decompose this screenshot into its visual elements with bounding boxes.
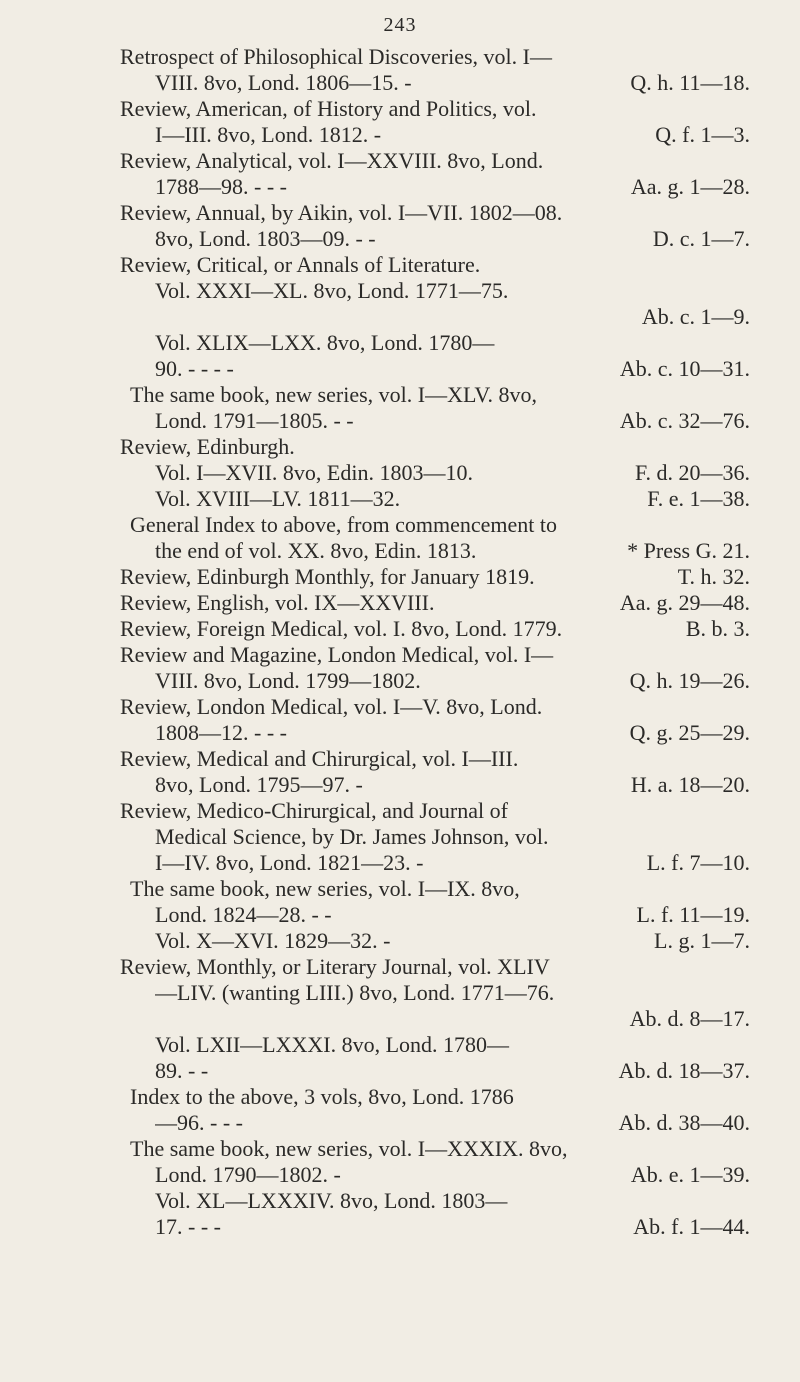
- catalogue-line: [120, 174, 750, 200]
- catalogue-line: [120, 70, 750, 96]
- catalogue-line: [120, 486, 750, 512]
- shelf-mark: H. a. 18—20.: [630, 772, 750, 797]
- catalogue-line: [120, 746, 750, 772]
- shelf-mark: L. f. 11—19.: [636, 902, 750, 927]
- catalogue-line: [120, 954, 750, 980]
- entry-text: Review, Edinburgh.: [120, 434, 295, 459]
- entry-text: Lond. 1791—1805. - -: [155, 408, 354, 433]
- catalogue-line: [120, 330, 750, 356]
- page-number: 243: [383, 14, 417, 36]
- shelf-mark: Ab. d. 8—17.: [629, 1006, 750, 1031]
- shelf-mark: L. g. 1—7.: [654, 928, 750, 953]
- catalogue-line: [120, 434, 750, 460]
- entry-text: The same book, new series, vol. I—XLV. 8vo,: [130, 382, 537, 407]
- catalogue-entries: [120, 44, 750, 1240]
- entry-text: 8vo, Lond. 1803—09. - -: [155, 226, 376, 251]
- catalogue-line: [120, 1136, 750, 1162]
- entry-text: 89. - -: [155, 1058, 209, 1083]
- entry-text: 1808—12. - - -: [155, 720, 287, 745]
- shelf-mark: Ab. e. 1—39.: [630, 1162, 750, 1187]
- entry-text: Vol. I—XVII. 8vo, Edin. 1803—10.: [155, 460, 473, 485]
- entry-text: General Index to above, from commencement to: [130, 512, 558, 537]
- entry-text: The same book, new series, vol. I—XXXIX. 8vo,: [130, 1136, 568, 1161]
- entry-text: Review, Medical and Chirurgical, vol. I—III.: [120, 746, 519, 771]
- shelf-mark: F. d. 20—36.: [635, 460, 750, 485]
- shelf-mark: Q. g. 25—29.: [629, 720, 750, 745]
- shelf-mark: Ab. f. 1—44.: [633, 1214, 750, 1239]
- catalogue-line: [120, 850, 750, 876]
- catalogue-line: [120, 252, 750, 278]
- entry-text: 1788—98. - - -: [155, 174, 287, 199]
- shelf-mark: L. f. 7—10.: [646, 850, 750, 875]
- entry-text: Vol. X—XVI. 1829—32. -: [155, 928, 391, 953]
- entry-text: Review, Foreign Medical, vol. I. 8vo, Lond. 1779.: [120, 616, 563, 641]
- entry-text: the end of vol. XX. 8vo, Edin. 1813.: [155, 538, 477, 563]
- catalogue-line: [120, 460, 750, 486]
- catalogue-line: [120, 200, 750, 226]
- catalogue-line: [120, 980, 750, 1006]
- catalogue-line: [120, 512, 750, 538]
- shelf-mark: Aa. g. 29—48.: [619, 590, 750, 615]
- shelf-mark: T. h. 32.: [677, 564, 750, 589]
- catalogue-line: [120, 694, 750, 720]
- catalogue-line: [120, 304, 750, 330]
- entry-text: Vol. XVIII—LV. 1811—32.: [155, 486, 401, 511]
- catalogue-line: [120, 148, 750, 174]
- entry-text: Review, Analytical, vol. I—XXVIII. 8vo, Lond.: [120, 148, 544, 173]
- entry-text: Retrospect of Philosophical Discoveries, vol. I—: [120, 44, 552, 69]
- catalogue-line: [120, 824, 750, 850]
- shelf-mark: * Press G. 21.: [627, 538, 750, 563]
- catalogue-line: [120, 1188, 750, 1214]
- catalogue-line: [120, 1032, 750, 1058]
- shelf-mark: Q. h. 11—18.: [630, 70, 750, 95]
- catalogue-line: [120, 668, 750, 694]
- catalogue-line: [120, 44, 750, 70]
- entry-text: VIII. 8vo, Lond. 1799—1802.: [155, 668, 421, 693]
- catalogue-line: [120, 122, 750, 148]
- catalogue-line: [120, 356, 750, 382]
- entry-text: Review, London Medical, vol. I—V. 8vo, Lond.: [120, 694, 543, 719]
- entry-text: 8vo, Lond. 1795—97. -: [155, 772, 363, 797]
- catalogue-line: [120, 876, 750, 902]
- entry-text: Review, Critical, or Annals of Literature.: [120, 252, 481, 277]
- entry-text: Review, Monthly, or Literary Journal, vol. XLIV: [120, 954, 550, 979]
- shelf-mark: Q. h. 19—26.: [629, 668, 750, 693]
- entry-text: The same book, new series, vol. I—IX. 8vo,: [130, 876, 520, 901]
- catalogue-line: [120, 720, 750, 746]
- catalogue-line: [120, 902, 750, 928]
- entry-text: Review, American, of History and Politics, vol.: [120, 96, 537, 121]
- entry-text: —96. - - -: [155, 1110, 243, 1135]
- shelf-mark: Ab. d. 38—40.: [618, 1110, 750, 1135]
- catalogue-line: [120, 798, 750, 824]
- entry-text: Vol. LXII—LXXXI. 8vo, Lond. 1780—: [155, 1032, 510, 1057]
- catalogue-line: [120, 1110, 750, 1136]
- entry-text: Vol. XLIX—LXX. 8vo, Lond. 1780—: [155, 330, 495, 355]
- shelf-mark: Ab. d. 18—37.: [618, 1058, 750, 1083]
- entry-text: Review, Annual, by Aikin, vol. I—VII. 1802—08.: [120, 200, 563, 225]
- shelf-mark: D. c. 1—7.: [652, 226, 750, 251]
- catalogue-line: [120, 1214, 750, 1240]
- catalogue-line: [120, 616, 750, 642]
- entry-text: 90. - - - -: [155, 356, 234, 381]
- shelf-mark: Q. f. 1—3.: [655, 122, 750, 147]
- catalogue-line: [120, 1162, 750, 1188]
- shelf-mark: B. b. 3.: [685, 616, 750, 641]
- catalogue-line: [120, 1006, 750, 1032]
- catalogue-line: [120, 590, 750, 616]
- entry-text: 17. - - -: [155, 1214, 221, 1239]
- catalogue-line: [120, 928, 750, 954]
- entry-text: I—IV. 8vo, Lond. 1821—23. -: [155, 850, 424, 875]
- catalogue-line: [120, 1058, 750, 1084]
- catalogue-line: [120, 408, 750, 434]
- entry-text: I—III. 8vo, Lond. 1812. -: [155, 122, 382, 147]
- entry-text: Review, English, vol. IX—XXVIII.: [120, 590, 435, 615]
- shelf-mark: Ab. c. 10—31.: [619, 356, 750, 381]
- catalogue-line: [120, 772, 750, 798]
- catalogue-line: [120, 642, 750, 668]
- entry-text: Vol. XL—LXXXIV. 8vo, Lond. 1803—: [155, 1188, 508, 1213]
- entry-text: Review, Edinburgh Monthly, for January 1819.: [120, 564, 535, 589]
- shelf-mark: Ab. c. 1—9.: [641, 304, 750, 329]
- entry-text: —LIV. (wanting LIII.) 8vo, Lond. 1771—76.: [155, 980, 555, 1005]
- entry-text: VIII. 8vo, Lond. 1806—15. -: [155, 70, 412, 95]
- entry-text: Lond. 1824—28. - -: [155, 902, 332, 927]
- shelf-mark: Aa. g. 1—28.: [630, 174, 750, 199]
- catalogue-line: [120, 564, 750, 590]
- entry-text: Medical Science, by Dr. James Johnson, vol.: [155, 824, 549, 849]
- catalogue-line: [120, 538, 750, 564]
- catalogue-line: [120, 226, 750, 252]
- catalogue-line: [120, 1084, 750, 1110]
- shelf-mark: F. e. 1—38.: [647, 486, 750, 511]
- catalogue-line: [120, 382, 750, 408]
- entry-text: Review and Magazine, London Medical, vol. I—: [120, 642, 554, 667]
- entry-text: Lond. 1790—1802. -: [155, 1162, 341, 1187]
- entry-text: Index to the above, 3 vols, 8vo, Lond. 1786: [130, 1084, 514, 1109]
- catalogue-line: [120, 278, 750, 304]
- catalogue-line: [120, 96, 750, 122]
- entry-text: Review, Medico-Chirurgical, and Journal of: [120, 798, 508, 823]
- entry-text: Vol. XXXI—XL. 8vo, Lond. 1771—75.: [155, 278, 509, 303]
- shelf-mark: Ab. c. 32—76.: [619, 408, 750, 433]
